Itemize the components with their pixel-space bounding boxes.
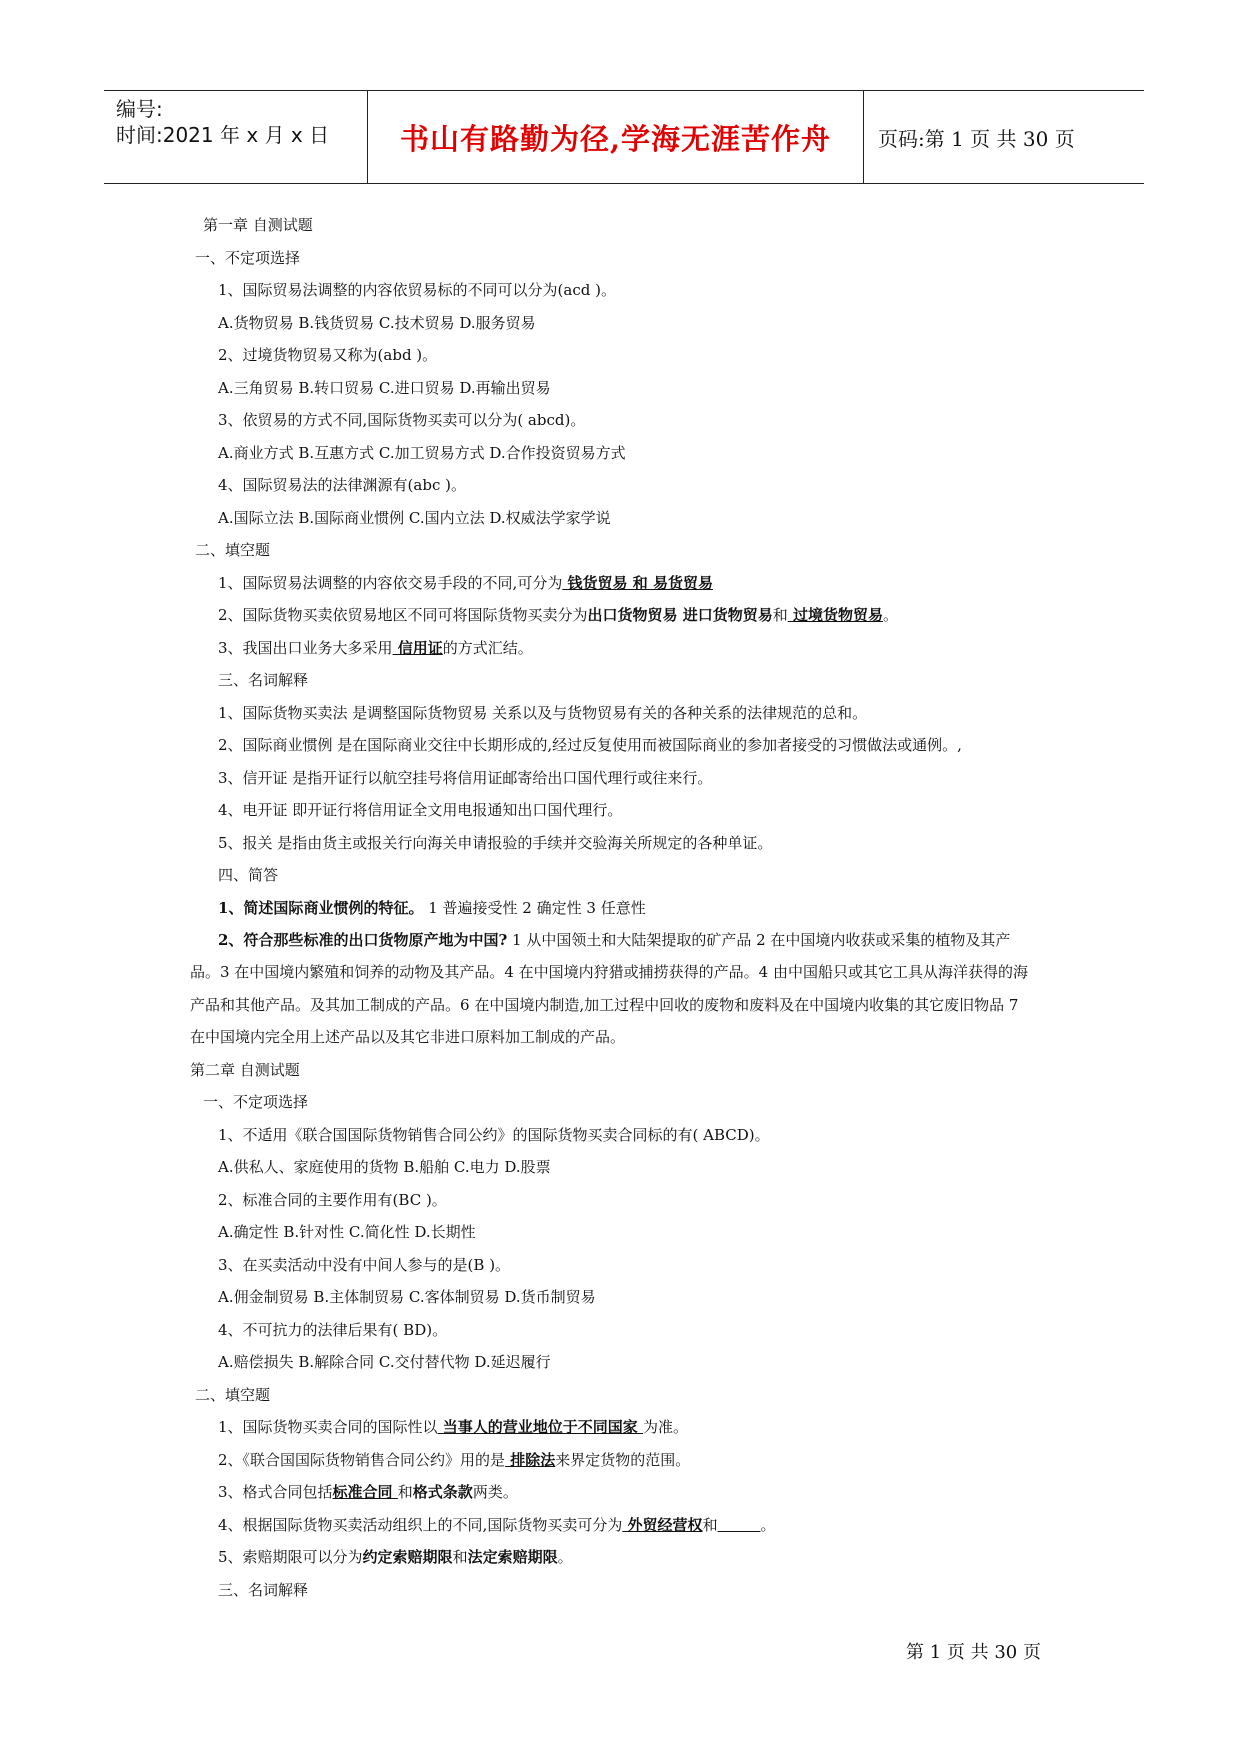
question: 4、不可抗力的法律后果有( BD)。 [218, 1321, 448, 1339]
page-footer: 第 1 页 共 30 页 [906, 1642, 1041, 1663]
answer: 当事人的营业地位于不同国家 [437, 1418, 643, 1436]
term-definition: 3、信开证 是指开证行以航空挂号将信用证邮寄给出口国代理行或往来行。 [218, 769, 713, 787]
question: 2、过境货物贸易又称为(abd )。 [218, 346, 438, 364]
options: A.供私人、家庭使用的货物 B.船舶 C.电力 D.股票 [218, 1158, 551, 1176]
page-header [104, 90, 1144, 184]
term-definition: 2、国际商业惯例 是在国际商业交往中长期形成的,经过反复使用而被国际商业的参加者接受的习惯做法或通例。, [218, 736, 962, 754]
number-label: 编号: [116, 97, 163, 121]
options: A.货物贸易 B.钱货贸易 C.技术贸易 D.服务贸易 [218, 314, 536, 332]
paragraph-line: 品。3 在中国境内繁殖和饲养的动物及其产品。4 在中国境内狩猎或捕捞获得的产品。4 由中国船只或其它工具从海洋获得的海 [190, 963, 1028, 981]
header-right-cell [864, 91, 1144, 183]
options: A.商业方式 B.互惠方式 C.加工贸易方式 D.合作投资贸易方式 [218, 444, 626, 462]
section-heading: 三、名词解释 [218, 671, 309, 689]
short-answer: 2、符合那些标准的出口货物原产地为中国? 1 从中国领土和大陆架提取的矿产品 2 在中国境内收获或采集的植物及其产 [218, 931, 1011, 949]
fill-question: 1、国际贸易法调整的内容依交易手段的不同,可分为 钱货贸易 和 易货贸易 [218, 574, 713, 592]
options: A.确定性 B.针对性 C.简化性 D.长期性 [218, 1223, 476, 1241]
term-definition: 4、电开证 即开证行将信用证全文用电报通知出口国代理行。 [218, 801, 623, 819]
answer: 标准合同 [332, 1483, 398, 1501]
answer: 信用证 [392, 639, 443, 657]
answer: 外贸经营权 [622, 1516, 703, 1534]
paragraph-line: 产品和其他产品。及其加工制成的产品。6 在中国境内制造,加工过程中回收的废物和废料及在中国境内收集的其它废旧物品 7 [190, 996, 1019, 1014]
question: 1、不适用《联合国国际货物销售合同公约》的国际货物买卖合同标的有( ABCD)。 [218, 1126, 770, 1144]
section-heading: 三、名词解释 [218, 1581, 309, 1599]
answer: 格式条款 [412, 1483, 473, 1501]
options: A.国际立法 B.国际商业惯例 C.国内立法 D.权威法学家学说 [218, 509, 611, 527]
motto: 书山有路勤为径,学海无涯苦作舟 [399, 122, 832, 156]
options: A.佣金制贸易 B.主体制贸易 C.客体制贸易 D.货币制贸易 [218, 1288, 596, 1306]
section-heading: 一、不定项选择 [203, 1093, 309, 1111]
options: A.三角贸易 B.转口贸易 C.进口贸易 D.再输出贸易 [218, 379, 551, 397]
question: 3、在买卖活动中没有中间人参与的是(B )。 [218, 1256, 511, 1274]
fill-question: 1、国际货物买卖合同的国际性以 当事人的营业地位于不同国家 为准。 [218, 1418, 689, 1436]
question: 1、国际贸易法调整的内容依贸易标的不同可以分为(acd )。 [218, 281, 616, 299]
answer: 排除法 [505, 1451, 556, 1469]
question: 4、国际贸易法的法律渊源有(abc )。 [218, 476, 466, 494]
term-definition: 1、国际货物买卖法 是调整国际货物贸易 关系以及与货物贸易有关的各种关系的法律规范的总和。 [218, 704, 868, 722]
answer: 出口货物贸易 进口货物贸易 [587, 606, 773, 624]
chapter-title: 第一章 自测试题 [203, 216, 313, 234]
paragraph-line: 在中国境内完全用上述产品以及其它非进口原料加工制成的产品。 [190, 1028, 626, 1046]
fill-question: 2、国际货物买卖依贸易地区不同可将国际货物买卖分为出口货物贸易 进口货物贸易和 过境货物贸易。 [218, 606, 899, 624]
section-heading: 二、填空题 [195, 1386, 271, 1404]
short-answer: 1、简述国际商业惯例的特征。 1 普遍接受性 2 确定性 3 任意性 [218, 899, 646, 917]
options: A.赔偿损失 B.解除合同 C.交付替代物 D.延迟履行 [218, 1353, 551, 1371]
time-label: 时间:2021 年 x 月 x 日 [116, 123, 330, 147]
header-left-cell [104, 91, 367, 183]
fill-question: 4、根据国际货物买卖活动组织上的不同,国际货物买卖可分为 外贸经营权和 。 [218, 1516, 776, 1534]
fill-question: 3、格式合同包括标准合同 和格式条款两类。 [218, 1483, 518, 1501]
answer: 过境货物贸易 [787, 606, 884, 624]
section-heading: 二、填空题 [195, 541, 271, 559]
fill-question: 3、我国出口业务大多采用 信用证的方式汇结。 [218, 639, 533, 657]
header-center-cell [367, 91, 864, 183]
term-definition: 5、报关 是指由货主或报关行向海关申请报验的手续并交验海关所规定的各种单证。 [218, 834, 773, 852]
answer: 约定索赔期限 [362, 1548, 453, 1566]
question: 3、依贸易的方式不同,国际货物买卖可以分为( abcd)。 [218, 411, 586, 429]
chapter-title: 第二章 自测试题 [190, 1061, 300, 1079]
section-heading: 四、简答 [218, 866, 279, 884]
question: 2、标准合同的主要作用有(BC )。 [218, 1191, 447, 1209]
fill-question: 5、索赔期限可以分为约定索赔期限和法定索赔期限。 [218, 1548, 573, 1566]
page-code: 页码:第 1 页 共 30 页 [878, 127, 1075, 151]
section-heading: 一、不定项选择 [195, 249, 301, 267]
blank [718, 1516, 761, 1534]
fill-question: 2、《联合国国际货物销售合同公约》用的是 排除法来界定货物的范围。 [218, 1451, 691, 1469]
answer: 钱货贸易 和 易货贸易 [562, 574, 713, 592]
answer: 法定索赔期限 [467, 1548, 558, 1566]
